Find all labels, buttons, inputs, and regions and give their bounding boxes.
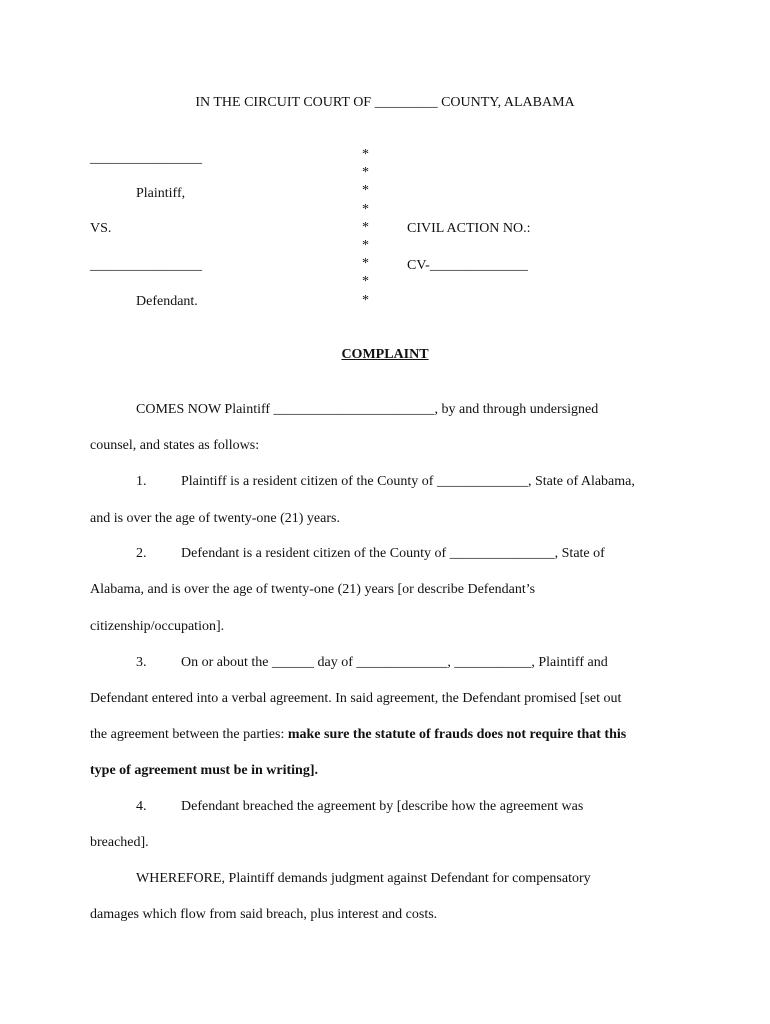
paragraph-number: 4. <box>136 799 147 814</box>
plaintiff-name-blank: ________________ <box>90 151 202 166</box>
paragraph-bold-note: make sure the statute of frauds does not require that this <box>287 727 627 742</box>
paragraph-2-line-3: citizenship/occupation]. <box>90 619 225 634</box>
wherefore-text: WHEREFORE, Plaintiff demands judgment against Defendant for compensatory <box>136 871 591 886</box>
paragraph-4-line-2: breached]. <box>90 835 149 850</box>
paragraph-1-line-1 <box>90 473 690 491</box>
paragraph-4-line-1 <box>90 798 690 816</box>
paragraph-number: 2. <box>136 546 147 561</box>
caption-star: * <box>362 256 369 272</box>
wherefore-line-2: damages which flow from said breach, plus interest and costs. <box>90 907 438 922</box>
paragraph-3-line-2: Defendant entered into a verbal agreement. In said agreement, the Defendant promised [set out <box>90 691 622 706</box>
caption-star: * <box>362 183 369 199</box>
paragraph-text: Defendant is a resident citizen of the County of _______________, State of <box>181 546 605 561</box>
defendant-label: Defendant. <box>136 294 198 309</box>
paragraph-bold-note: type of agreement must be in writing]. <box>90 763 318 778</box>
paragraph-text: On or about the ______ day of _____________, ___________, Plaintiff and <box>181 655 608 670</box>
intro-line-2: counsel, and states as follows: <box>90 438 260 453</box>
civil-action-label: CIVIL ACTION NO.: <box>407 221 531 236</box>
paragraph-text: the agreement between the parties: <box>90 727 288 742</box>
paragraph-text: Defendant breached the agreement by [describe how the agreement was <box>181 799 584 814</box>
paragraph-2-line-2: Alabama, and is over the age of twenty-one (21) years [or describe Defendant’s <box>90 582 536 597</box>
plaintiff-label: Plaintiff, <box>136 186 186 201</box>
intro-line-1 <box>90 401 690 419</box>
paragraph-3-line-4 <box>90 762 690 780</box>
paragraph-3-line-1 <box>90 654 690 672</box>
caption-star: * <box>362 201 369 217</box>
document-title: COMPLAINT <box>341 347 429 362</box>
versus-label: VS. <box>90 221 112 236</box>
case-number-blank: CV-______________ <box>407 258 528 273</box>
paragraph-3-line-3 <box>90 726 690 744</box>
caption-star: * <box>362 147 369 162</box>
intro-text: COMES NOW Plaintiff _______________________, by and through undersigned <box>136 402 599 417</box>
wherefore-line-1 <box>90 870 690 888</box>
paragraph-text: Plaintiff is a resident citizen of the County of _____________, State of Alabama, <box>181 474 635 489</box>
caption-star-divider <box>362 146 374 310</box>
paragraph-number: 3. <box>136 655 147 670</box>
paragraph-1-line-2: and is over the age of twenty-one (21) years. <box>90 511 340 526</box>
caption-star: * <box>362 219 369 235</box>
caption-star: * <box>362 292 369 308</box>
defendant-name-blank: ________________ <box>90 258 202 273</box>
caption-star: * <box>362 274 369 290</box>
caption-star: * <box>362 237 369 253</box>
paragraph-2-line-1 <box>90 545 690 563</box>
court-heading: IN THE CIRCUIT COURT OF _________ COUNTY, ALABAMA <box>195 95 575 110</box>
caption-star: * <box>362 165 369 181</box>
paragraph-number: 1. <box>136 474 147 489</box>
